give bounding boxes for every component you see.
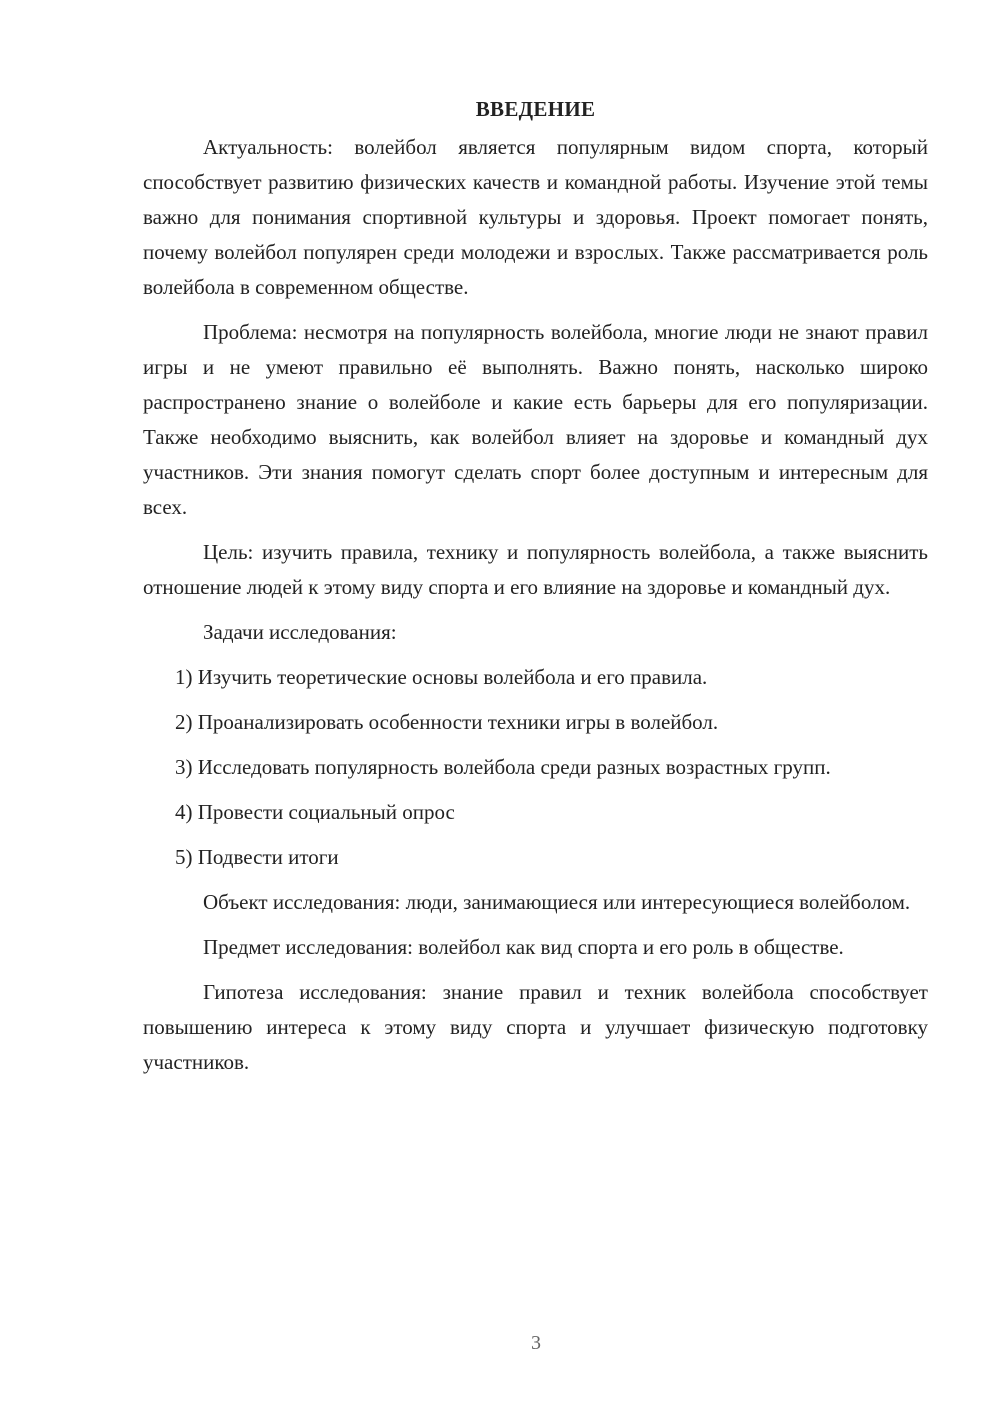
page-number: 3 — [531, 1332, 541, 1354]
paragraph-object: Объект исследования: люди, занимающиеся или интересующиеся волейболом. — [203, 890, 911, 914]
page-content — [143, 92, 928, 1080]
task-item-2: 2) Проанализировать особенности техники игры в волейбол. — [175, 710, 719, 734]
paragraph-relevance: Актуальность: волейбол является популярным видом спорта, который способствует развитию физических качеств и командной работы. Изучение этой темы важно для понимания спортивной культуры и здоровья. Проект помогает понять, почему волейбол популярен среди молодежи и взрослых. Также рассматривается роль волейбола в современном обществе. — [143, 135, 928, 299]
paragraph-tasks-heading: Задачи исследования: — [203, 620, 397, 644]
task-item-3: 3) Исследовать популярность волейбола среди разных возрастных групп. — [175, 755, 831, 779]
paragraph-subject: Предмет исследования: волейбол как вид спорта и его роль в обществе. — [203, 935, 844, 959]
task-item-5: 5) Подвести итоги — [175, 845, 339, 869]
paragraph-goal: Цель: изучить правила, технику и популярность волейбола, а также выяснить отношение людей к этому виду спорта и его влияние на здоровье и командный дух. — [143, 540, 928, 599]
paragraph-hypothesis: Гипотеза исследования: знание правил и техник волейбола способствует повышению интереса к этому виду спорта и улучшает физическую подготовку участников. — [143, 980, 928, 1074]
task-item-1: 1) Изучить теоретические основы волейбола и его правила. — [175, 665, 708, 689]
task-item-4: 4) Провести социальный опрос — [175, 800, 455, 824]
section-title: ВВЕДЕНИЕ — [475, 97, 596, 121]
paragraph-problem: Проблема: несмотря на популярность волейбола, многие люди не знают правил игры и не умеют правильно её выполнять. Важно понять, насколько широко распространено знание о волейболе и какие есть барьеры для его популяризации. Также необходимо выяснить, как волейбол влияет на здоровье и командный дух участников. Эти знания помогут сделать спорт более доступным и интересным для всех. — [143, 320, 928, 519]
